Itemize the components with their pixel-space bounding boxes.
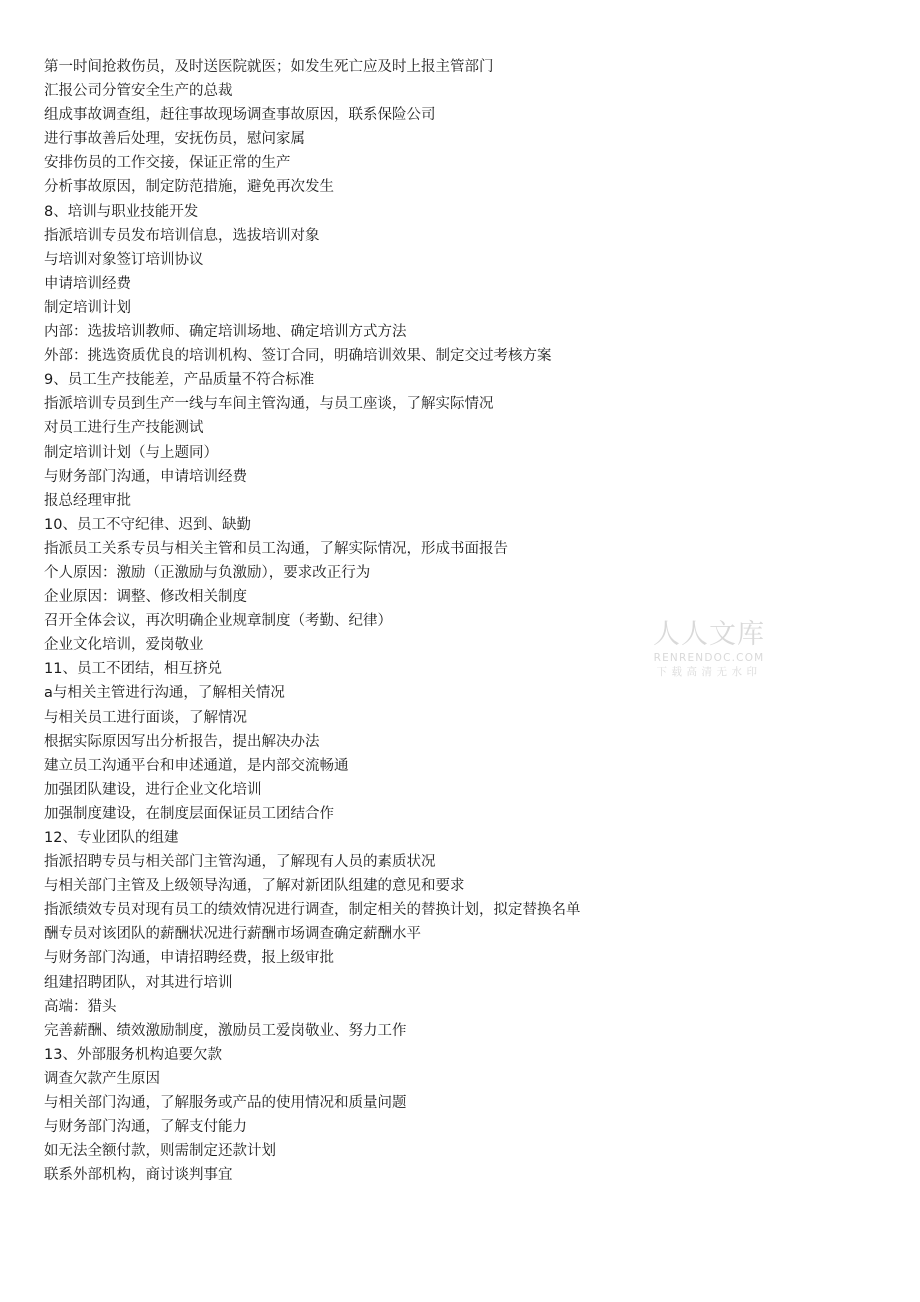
text-line: 制定培训计划 — [44, 299, 131, 316]
text-line: 申请培训经费 — [44, 275, 131, 292]
text-line: 企业文化培训，爱岗敬业 — [44, 637, 204, 654]
text-line: 召开全体会议，再次明确企业规章制度（考勤、纪律） — [44, 613, 392, 630]
text-line: 组成事故调查组，赶往事故现场调查事故原因，联系保险公司 — [44, 107, 436, 124]
text-line: 个人原因：激励（正激励与负激励），要求改正行为 — [44, 564, 371, 581]
text-line: 指派培训专员到生产一线与车间主管沟通，与员工座谈，了解实际情况 — [44, 396, 494, 413]
text-line: 指派招聘专员与相关部门主管沟通，了解现有人员的素质状况 — [44, 854, 436, 871]
text-line: 进行事故善后处理，安抚伤员，慰问家属 — [44, 131, 305, 148]
document-body — [44, 55, 581, 1187]
text-line: 指派绩效专员对现有员工的绩效情况进行调查，制定相关的替换计划，拟定替换名单 — [44, 902, 581, 919]
text-line: 8、培训与职业技能开发 — [44, 203, 199, 220]
text-line: 11、员工不团结，相互挤兑 — [44, 661, 222, 678]
text-line: 外部：挑选资质优良的培训机构、签订合同，明确培训效果、制定交过考核方案 — [44, 348, 552, 365]
text-line: 10、员工不守纪律、迟到、缺勤 — [44, 516, 251, 533]
text-line: 调查欠款产生原因 — [44, 1070, 160, 1087]
text-line: 与相关部门主管及上级领导沟通，了解对新团队组建的意见和要求 — [44, 878, 465, 895]
text-line: 根据实际原因写出分析报告，提出解决办法 — [44, 733, 320, 750]
text-line: 内部：选拔培训教师、确定培训场地、确定培训方式方法 — [44, 324, 407, 341]
text-line: 指派员工关系专员与相关主管和员工沟通，了解实际情况，形成书面报告 — [44, 540, 508, 557]
text-line: 对员工进行生产技能测试 — [44, 420, 204, 437]
text-line: 建立员工沟通平台和申述通道，是内部交流畅通 — [44, 757, 349, 774]
text-line: 与相关部门沟通，了解服务或产品的使用情况和质量问题 — [44, 1095, 407, 1112]
text-line: 第一时间抢救伤员，及时送医院就医；如发生死亡应及时上报主管部门 — [44, 59, 494, 75]
watermark-site: RENRENDOC.COM — [653, 652, 765, 664]
text-line: 组建招聘团队，对其进行培训 — [44, 974, 233, 991]
watermark-tagline: 下载高清无水印 — [656, 666, 762, 678]
text-line: 完善薪酬、绩效激励制度，激励员工爱岗敬业、努力工作 — [44, 1022, 407, 1039]
text-line: 制定培训计划（与上题同） — [44, 444, 218, 461]
watermark-logo — [646, 618, 772, 680]
text-line: 安排伤员的工作交接，保证正常的生产 — [44, 155, 291, 172]
text-line: 指派培训专员发布培训信息，选拔培训对象 — [44, 227, 320, 244]
text-line: 汇报公司分管安全生产的总裁 — [44, 83, 233, 100]
text-line: 与财务部门沟通，了解支付能力 — [44, 1119, 247, 1136]
text-line: 13、外部服务机构追要欠款 — [44, 1046, 222, 1063]
watermark-title: 人人文库 — [653, 619, 765, 650]
text-line: 与财务部门沟通，申请培训经费 — [44, 468, 247, 485]
text-line: 高端：猎头 — [44, 998, 117, 1015]
text-line: 9、员工生产技能差，产品质量不符合标准 — [44, 372, 315, 389]
text-line: 与财务部门沟通，申请招聘经费，报上级审批 — [44, 950, 334, 967]
text-line: 加强团队建设，进行企业文化培训 — [44, 781, 262, 798]
text-line: 企业原因：调整、修改相关制度 — [44, 589, 247, 606]
text-line: 加强制度建设，在制度层面保证员工团结合作 — [44, 805, 334, 822]
text-line: 联系外部机构，商讨谈判事宜 — [44, 1167, 233, 1184]
text-line: 报总经理审批 — [44, 492, 131, 509]
text-line: 分析事故原因，制定防范措施，避免再次发生 — [44, 179, 334, 196]
text-line: 酬专员对该团队的薪酬状况进行薪酬市场调查确定薪酬水平 — [44, 926, 421, 943]
text-line: 与相关员工进行面谈，了解情况 — [44, 709, 247, 726]
text-line: 与培训对象签订培训协议 — [44, 251, 204, 268]
text-line: 12、专业团队的组建 — [44, 830, 179, 846]
text-line: a与相关主管进行沟通，了解相关情况 — [44, 685, 285, 702]
text-line: 如无法全额付款，则需制定还款计划 — [44, 1143, 276, 1160]
